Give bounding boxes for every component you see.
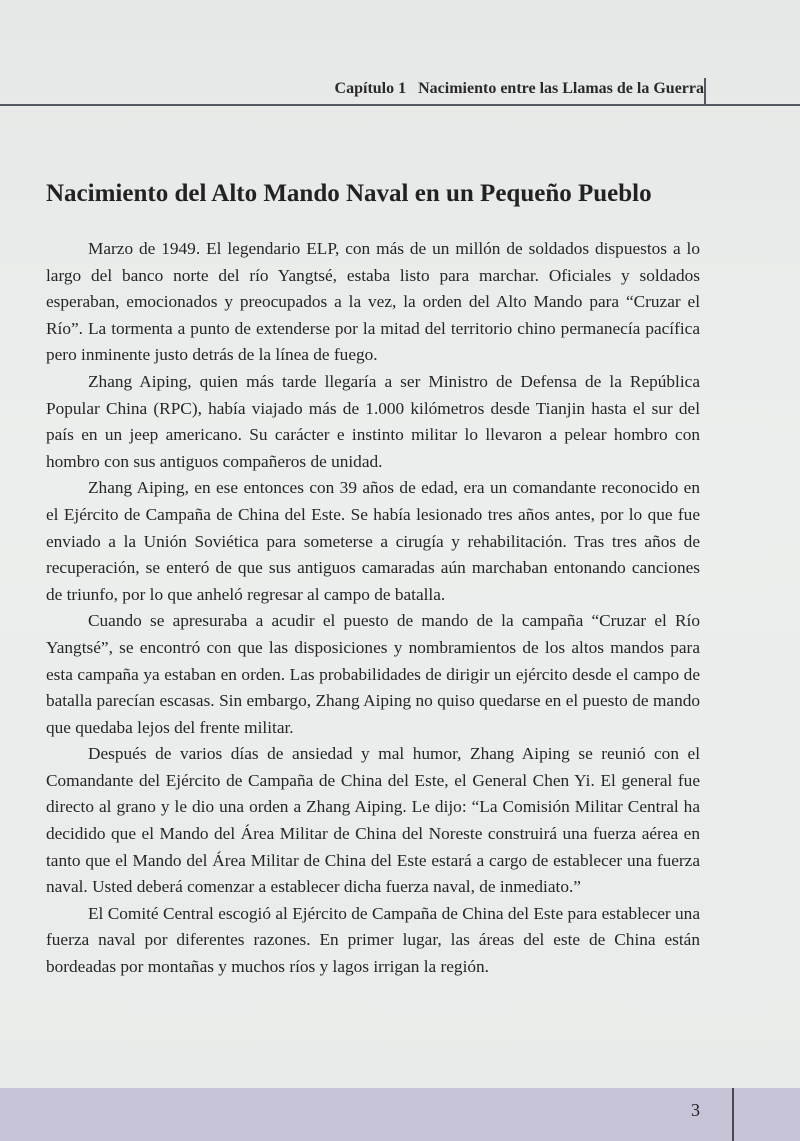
paragraph: El Comité Central escogió al Ejército de Campaña de China del Este para establecer una fuerza naval por diferentes razones. En primer lugar, las áreas del este de China están bordeadas por montañas y muchos ríos y lagos irrigan la región.: [46, 903, 700, 977]
footer-tick: [732, 1088, 734, 1141]
page-number: 3: [691, 1100, 700, 1120]
header-rule: [0, 104, 800, 106]
running-title: Capítulo 1 Nacimiento entre las Llamas de la Guerra: [334, 80, 704, 97]
paragraph: Cuando se apresuraba a acudir el puesto de mando de la campaña “Cruzar el Río Yangtsé”, se encontró con que las disposiciones y nombramientos de los altos mandos para esta campaña ya estaban en orden. Las probabilidades de dirigir un ejército desde el campo de batalla parecían escasas. Sin embargo, Zhang Aiping no quiso quedarse en el puesto de mando que quedaba lejos del frente militar.: [46, 611, 700, 737]
paragraph: Después de varios días de ansiedad y mal humor, Zhang Aiping se reunió con el Comandante del Ejército de Campaña de China del Este, el General Chen Yi. El general fue directo al grano y le dio una orden a Zhang Aiping. Le dijo: “La Comisión Militar Central ha decidido que el Mando del Área Militar de China del Noreste construirá una fuerza aérea en tanto que el Mando del Área Militar de China del Este estará a cargo de establecer una fuerza naval. Usted deberá comenzar a establecer dicha fuerza naval, de inmediato.”: [46, 744, 700, 897]
paragraph: Zhang Aiping, en ese entonces con 39 años de edad, era un comandante reconocido en el Ejército de Campaña de China del Este. Se había lesionado tres años antes, por lo que fue enviado a la Unión Soviética para someterse a cirugía y rehabilitación. Tras tres años de recuperación, se enteró de que sus antiguos camaradas aún marchaban entonando canciones de triunfo, por lo que anheló regresar al campo de batalla.: [46, 478, 700, 604]
running-header: [0, 78, 800, 106]
section-title: Nacimiento del Alto Mando Naval en un Pequeño Pueblo: [46, 180, 652, 207]
paragraph: Zhang Aiping, quien más tarde llegaría a ser Ministro de Defensa de la República Popular China (RPC), había viajado más de 1.000 kilómetros desde Tianjin hasta el sur del país en un jeep americano. Su carácter e instinto militar lo llevaron a pelear hombro con hombro con sus antiguos compañeros de unidad.: [46, 371, 700, 471]
header-tick: [704, 78, 706, 106]
paragraph: Marzo de 1949. El legendario ELP, con más de un millón de soldados dispuestos a lo largo del banco norte del río Yangtsé, estaba listo para marchar. Oficiales y soldados esperaban, emocionados y preocupados a la vez, la orden del Alto Mando para “Cruzar el Río”. La tormenta a punto de extenderse por la mitad del territorio chino permanecía pacífica pero inminente justo detrás de la línea de fuego.: [46, 239, 700, 365]
body-text: [46, 236, 700, 981]
footer-band: [0, 1088, 800, 1141]
